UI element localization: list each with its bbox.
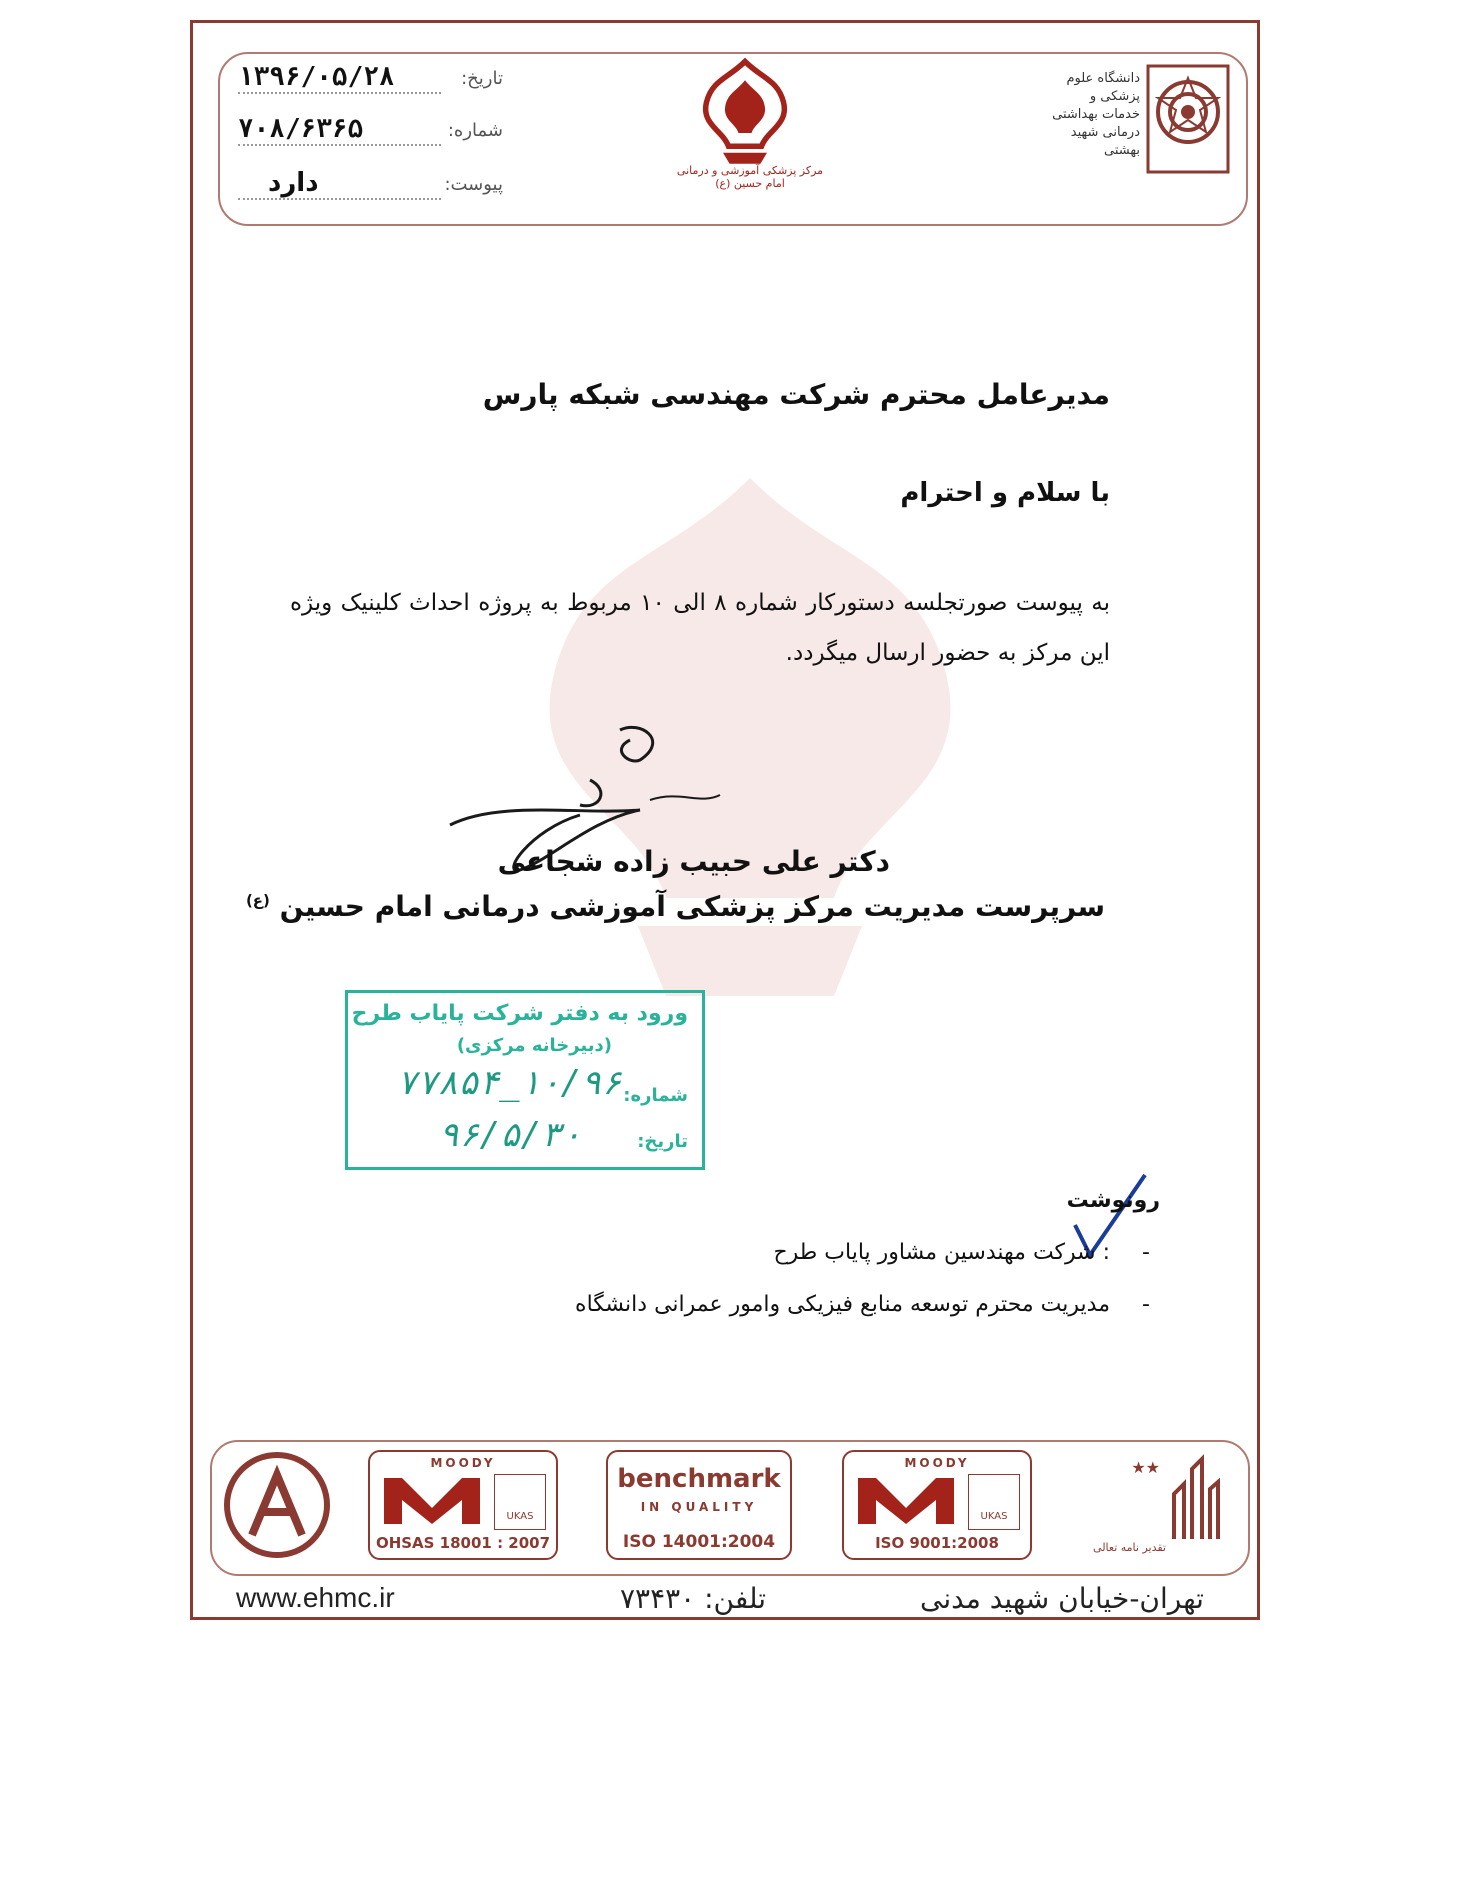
- address: تهران-خیابان شهید مدنی: [920, 1582, 1204, 1615]
- stamp-number-label: شماره:: [623, 1085, 688, 1106]
- attachment-value: دارد: [268, 168, 319, 198]
- receipt-stamp: [345, 990, 705, 1170]
- award-stars-icon: ★★: [1131, 1458, 1160, 1477]
- website-url: www.ehmc.ir: [236, 1582, 395, 1613]
- addressee: مدیرعامل محترم شرکت مهندسی شبکه پارس: [482, 378, 1110, 411]
- ukas-badge: UKAS: [494, 1474, 546, 1530]
- ohsas-cert: [368, 1450, 558, 1560]
- iso9001-caption: ISO 9001:2008: [875, 1534, 999, 1552]
- date-value: ۱۳۹۶/۰۵/۲۸: [238, 62, 395, 92]
- stamp-subtitle: (دبیرخانه مرکزی): [456, 1035, 612, 1056]
- letter-body: به پیوست صورتجلسه دستورکار شماره ۸ الی ۱۰ مربوط به پروژه احداث کلینیک ویژه این مرکز به حضور ارسال میگردد.: [290, 590, 1111, 666]
- date-label: تاریخ:: [461, 68, 503, 89]
- award-caption: تقدیر نامه تعالی: [1093, 1541, 1166, 1554]
- attachment-dotted-line: [238, 198, 441, 200]
- award-tower-icon: [1164, 1454, 1224, 1544]
- iso-alliance-badge: [222, 1450, 332, 1560]
- number-dotted-line: [238, 144, 441, 146]
- cc-title: رونوشت: [1066, 1188, 1160, 1213]
- phone-number: تلفن: ۷۳۴۳۰: [620, 1582, 767, 1615]
- signer-title: [246, 890, 1105, 923]
- iso14001-caption: ISO 14001:2004: [622, 1532, 776, 1552]
- cc-dash: -: [1142, 1292, 1150, 1317]
- iso9001-cert: [842, 1450, 1032, 1560]
- cc-dash: -: [1142, 1240, 1150, 1265]
- attachment-label: پیوست:: [444, 174, 503, 195]
- stamp-date-label: تاریخ:: [637, 1131, 688, 1152]
- date-row: [238, 62, 503, 102]
- cc-item: [773, 1240, 1150, 1265]
- excellence-award: [1080, 1450, 1230, 1560]
- moody-brand-label: MOODY: [904, 1456, 970, 1470]
- stamp-date-value: ۹۶/۵/۳۰: [438, 1115, 582, 1155]
- signer-name: دکتر علی حبیب زاده شجاعی: [497, 845, 890, 878]
- greeting: با سلام و احترام: [900, 478, 1110, 508]
- number-label: شماره:: [447, 120, 503, 141]
- number-row: [238, 114, 503, 154]
- moody-logo-icon: [856, 1474, 956, 1528]
- ohsas-caption: OHSAS 18001 : 2007: [375, 1534, 551, 1552]
- university-logo: [1040, 60, 1240, 210]
- attachment-row: [238, 168, 503, 208]
- university-emblem-icon: [1146, 64, 1230, 174]
- university-logo-caption: دانشگاه علوم پزشکی و خدمات بهداشتی درمانی شهید بهشتی: [1052, 71, 1140, 158]
- benchmark-cert: [606, 1450, 792, 1560]
- hospital-logo-caption: مرکز پزشکی آموزشی و درمانی امام حسین (ع): [676, 164, 824, 190]
- hospital-logo: [676, 56, 824, 206]
- signer-title-text: سرپرست مدیریت مرکز پزشکی آموزشی درمانی امام حسین: [279, 890, 1105, 923]
- benchmark-brand: benchmark: [617, 1464, 781, 1494]
- iso-alliance-seal-icon: [222, 1450, 332, 1560]
- cc-item-text: مدیریت محترم توسعه منابع فیزیکی وامور عمرانی دانشگاه: [575, 1292, 1110, 1317]
- stamp-title: ورود به دفتر شرکت پایاب طرح: [351, 1001, 688, 1026]
- hospital-emblem-icon: [690, 56, 800, 166]
- cc-item-text: : شرکت مهندسین مشاور پایاب طرح: [773, 1240, 1110, 1265]
- signer-title-honorific: (ع): [245, 891, 270, 910]
- date-dotted-line: [238, 92, 441, 94]
- ukas-badge: UKAS: [968, 1474, 1020, 1530]
- benchmark-sub: IN QUALITY: [640, 1500, 758, 1514]
- stamp-number-value: ۱۰/۹۶_۷۷۸۵۴: [396, 1063, 622, 1103]
- number-value: ۷۰۸/۶۳۶۵: [238, 114, 364, 144]
- moody-brand-label: MOODY: [430, 1456, 496, 1470]
- moody-logo-icon: [382, 1474, 482, 1528]
- cc-item: [575, 1292, 1150, 1317]
